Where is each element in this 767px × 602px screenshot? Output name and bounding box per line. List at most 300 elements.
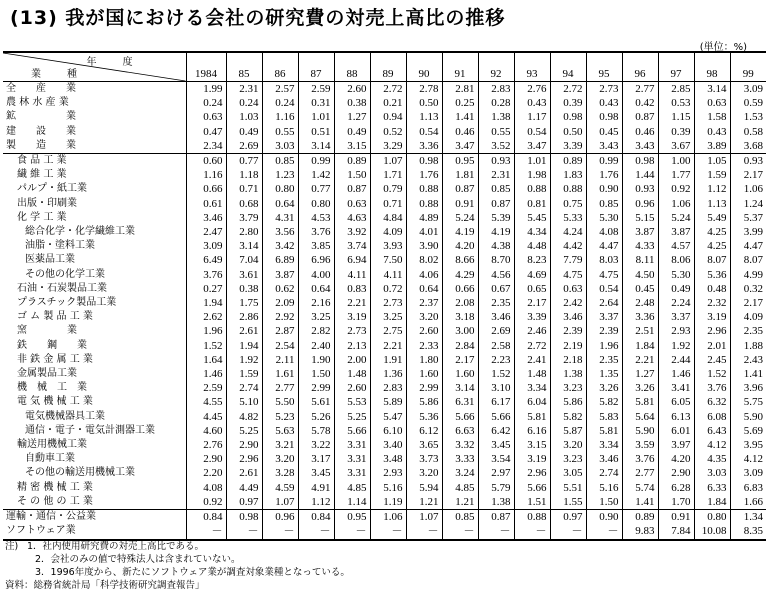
row-label: ソフトウェア業 (3, 524, 186, 539)
value-cell: 1.55 (550, 495, 586, 510)
value-cell: 3.23 (550, 452, 586, 466)
row-label: 鉱 業 (3, 110, 186, 124)
value-cell: 1.01 (514, 154, 550, 169)
table-row (3, 324, 766, 338)
value-cell: 1.03 (226, 110, 262, 124)
category-axis-label: 業 種 (31, 69, 85, 80)
value-cell: 5.33 (550, 211, 586, 225)
value-cell: 0.72 (370, 282, 406, 296)
value-cell: 1.12 (694, 182, 730, 196)
value-cell: 0.52 (370, 125, 406, 139)
table-body (3, 82, 766, 540)
value-cell: 6.89 (262, 253, 298, 267)
value-cell: 1.60 (406, 367, 442, 381)
value-cell: 0.80 (298, 197, 334, 211)
value-cell: 2.99 (406, 381, 442, 395)
value-cell: 0.55 (262, 125, 298, 139)
value-cell: 0.89 (622, 510, 658, 525)
value-cell: 0.85 (442, 510, 478, 525)
table-row (3, 239, 766, 253)
value-cell: 2.61 (226, 466, 262, 480)
value-cell: 3.39 (514, 310, 550, 324)
value-cell: 0.80 (262, 182, 298, 196)
value-cell: 4.91 (298, 481, 334, 495)
value-cell: 2.96 (694, 324, 730, 338)
value-cell: 1.84 (622, 339, 658, 353)
footnote-text: 3．1996年度から、新たにソフトウェア業が調査対象業種となっている。 (35, 567, 350, 578)
footnote-head: 注) (5, 541, 19, 552)
value-cell: 6.94 (334, 253, 370, 267)
value-cell: 0.59 (743, 97, 763, 110)
value-cell: 3.43 (586, 139, 622, 154)
value-cell: 2.73 (370, 296, 406, 310)
value-cell: 1.46 (658, 367, 694, 381)
row-label: 出版・印刷業 (3, 197, 186, 211)
year-axis-label: 年 度 (86, 57, 141, 68)
value-cell: 4.50 (622, 268, 658, 282)
value-cell: 0.92 (658, 182, 694, 196)
value-cell: 4.75 (586, 268, 622, 282)
table-row (3, 481, 766, 495)
value-cell: 6.10 (370, 424, 406, 438)
value-cell: 4.34 (514, 225, 550, 239)
value-cell: 2.59 (298, 82, 334, 97)
value-cell: 1.15 (658, 110, 694, 124)
value-cell: 1.52 (694, 367, 730, 381)
value-cell: 3.65 (406, 438, 442, 452)
table-row (3, 168, 766, 182)
value-cell: 2.77 (622, 466, 658, 480)
value-cell: 4.82 (226, 410, 262, 424)
value-cell: 0.90 (586, 182, 622, 196)
year-header-cell: 93 (514, 52, 550, 82)
value-cell: 3.76 (186, 268, 226, 282)
value-cell: 3.09 (743, 83, 763, 95)
value-cell: 1.64 (186, 353, 226, 367)
value-cell: 1.16 (262, 110, 298, 124)
row-label: 油脂・塗料工業 (3, 239, 186, 253)
value-cell: 4.09 (370, 225, 406, 239)
value-cell: 5.51 (550, 481, 586, 495)
value-cell: 1.71 (370, 168, 406, 182)
value-cell: 4.01 (406, 225, 442, 239)
value-cell: 5.26 (298, 410, 334, 424)
value-cell: 5.94 (406, 481, 442, 495)
value-cell: 6.17 (478, 395, 514, 409)
value-cell: 0.31 (298, 96, 334, 110)
value-cell: 5.66 (514, 481, 550, 495)
row-label: 機 械 工 業 (3, 381, 186, 395)
value-cell: － (298, 524, 334, 539)
value-cell: 4.60 (186, 424, 226, 438)
value-cell: 5.79 (478, 481, 514, 495)
table-row (3, 82, 766, 97)
value-cell: 4.08 (586, 225, 622, 239)
value-cell: 0.39 (658, 125, 694, 139)
value-cell: 2.90 (186, 452, 226, 466)
value-cell: 3.45 (478, 438, 514, 452)
value-cell: 4.99 (743, 268, 763, 281)
value-cell: 4.57 (658, 239, 694, 253)
value-cell: 2.90 (658, 466, 694, 480)
value-cell: 4.11 (334, 268, 370, 282)
value-cell: 3.36 (622, 310, 658, 324)
value-cell: 0.84 (186, 510, 226, 525)
value-cell: 7.84 (658, 524, 694, 539)
value-cell: 2.83 (478, 82, 514, 97)
row-label: 自動車工業 (3, 452, 186, 466)
table-row (3, 182, 766, 196)
value-cell: 7.04 (226, 253, 262, 267)
value-cell: 2.78 (406, 82, 442, 97)
value-cell: 3.92 (334, 225, 370, 239)
value-cell: 6.43 (694, 424, 730, 438)
value-cell: 2.43 (743, 353, 763, 366)
value-cell: 4.12 (694, 438, 730, 452)
row-label: 電気機械器具工業 (3, 410, 186, 424)
value-cell: 2.45 (694, 353, 730, 367)
value-cell: － (514, 524, 550, 539)
value-cell: 0.48 (694, 282, 730, 296)
value-cell: 5.49 (694, 211, 730, 225)
value-cell: 2.64 (586, 296, 622, 310)
value-cell: 2.35 (743, 325, 763, 338)
table-row (3, 424, 766, 438)
year-header-cell: 85 (226, 52, 262, 82)
value-cell: 1.59 (226, 367, 262, 381)
row-label: 全 産 業 (3, 82, 186, 97)
value-cell: 2.21 (622, 353, 658, 367)
value-cell: 1.35 (586, 367, 622, 381)
value-cell: 3.89 (694, 139, 730, 154)
table-row (3, 466, 766, 480)
value-cell: 8.35 (743, 525, 763, 538)
value-cell: 0.63 (550, 282, 586, 296)
table-row (3, 268, 766, 282)
header-row (3, 52, 766, 82)
table-row (3, 296, 766, 310)
value-cell: 3.90 (406, 239, 442, 253)
value-cell: 5.23 (262, 410, 298, 424)
value-cell: 3.41 (658, 381, 694, 395)
value-cell: 2.60 (406, 324, 442, 338)
year-header-cell: 95 (586, 52, 622, 82)
value-cell: 0.95 (334, 510, 370, 525)
table-row (3, 510, 766, 525)
value-cell: 5.69 (743, 424, 763, 437)
value-cell: 2.39 (550, 324, 586, 338)
value-cell: 0.49 (226, 125, 262, 139)
value-cell: － (226, 524, 262, 539)
value-cell: 0.85 (586, 197, 622, 211)
value-cell: 0.25 (442, 96, 478, 110)
value-cell: 3.74 (334, 239, 370, 253)
value-cell: 2.93 (658, 324, 694, 338)
value-cell: 3.61 (226, 268, 262, 282)
table-row (3, 96, 766, 110)
value-cell: 3.76 (298, 225, 334, 239)
value-cell: 1.06 (370, 510, 406, 525)
value-cell: 3.10 (478, 381, 514, 395)
value-cell: 4.00 (298, 268, 334, 282)
value-cell: 0.54 (514, 125, 550, 139)
value-cell: 2.77 (622, 82, 658, 97)
value-cell: 1.52 (478, 367, 514, 381)
value-cell: 0.93 (478, 154, 514, 169)
value-cell: 3.52 (478, 139, 514, 154)
value-cell: 1.18 (226, 168, 262, 182)
value-cell: 0.91 (658, 510, 694, 525)
value-cell: 3.09 (186, 239, 226, 253)
row-label: 繊 維 工 業 (3, 168, 186, 182)
footnote-text: 総務省統計局「科学技術研究調査報告」 (33, 580, 205, 591)
value-cell: 5.16 (586, 481, 622, 495)
table-row (3, 225, 766, 239)
value-cell: 8.23 (514, 253, 550, 267)
value-cell: 1.12 (298, 495, 334, 510)
value-cell: 4.19 (442, 225, 478, 239)
value-cell: 8.11 (622, 253, 658, 267)
value-cell: 6.42 (478, 424, 514, 438)
value-cell: 1.70 (658, 495, 694, 510)
value-cell: 3.14 (694, 82, 730, 97)
value-cell: 2.35 (478, 296, 514, 310)
value-cell: 0.63 (186, 110, 226, 124)
value-cell: 0.98 (622, 154, 658, 169)
value-cell: 4.85 (442, 481, 478, 495)
value-cell: 1.75 (226, 296, 262, 310)
value-cell: 2.00 (334, 353, 370, 367)
value-cell: 3.26 (622, 381, 658, 395)
value-cell: 4.53 (298, 211, 334, 225)
page-title: (13) 我が国における会社の研究費の対売上高比の推移 (10, 7, 506, 29)
value-cell: 0.87 (334, 182, 370, 196)
value-cell: 1.41 (622, 495, 658, 510)
value-cell: 1.96 (586, 339, 622, 353)
value-cell: 1.44 (622, 168, 658, 182)
value-cell: 4.75 (550, 268, 586, 282)
value-cell: － (406, 524, 442, 539)
value-cell: 1.42 (298, 168, 334, 182)
value-cell: 4.06 (406, 268, 442, 282)
value-cell: 5.66 (334, 424, 370, 438)
value-cell: 3.03 (694, 466, 730, 480)
row-label: 金属製品工業 (3, 367, 186, 381)
value-cell: 6.49 (186, 253, 226, 267)
value-cell: 2.74 (226, 381, 262, 395)
value-cell: 5.81 (586, 424, 622, 438)
value-cell: 1.88 (743, 339, 763, 352)
value-cell: 3.25 (298, 310, 334, 324)
value-cell: 2.87 (262, 324, 298, 338)
value-cell: 5.87 (550, 424, 586, 438)
value-cell: 3.37 (586, 310, 622, 324)
value-cell: 0.99 (298, 154, 334, 169)
row-label: そ の 他 の 工 業 (3, 495, 186, 510)
value-cell: 0.49 (658, 282, 694, 296)
value-cell: 4.48 (514, 239, 550, 253)
value-cell: 3.19 (694, 310, 730, 324)
value-cell: 0.46 (442, 125, 478, 139)
value-cell: 3.96 (743, 382, 763, 395)
value-cell: 2.44 (658, 353, 694, 367)
value-cell: 2.47 (186, 225, 226, 239)
value-cell: 4.59 (262, 481, 298, 495)
value-cell: 2.77 (262, 381, 298, 395)
data-table-container (3, 51, 762, 541)
value-cell: 2.85 (658, 82, 694, 97)
value-cell: 3.73 (406, 452, 442, 466)
row-label: 通信・電子・電気計測器工業 (3, 424, 186, 438)
value-cell: 0.98 (226, 510, 262, 525)
value-cell: 0.99 (586, 154, 622, 169)
value-cell: 0.79 (370, 182, 406, 196)
value-cell: 0.97 (226, 495, 262, 510)
value-cell: 5.30 (586, 211, 622, 225)
value-cell: 1.27 (334, 110, 370, 124)
value-cell: 0.42 (622, 96, 658, 110)
value-cell: 6.32 (694, 395, 730, 409)
value-cell: 1.36 (370, 367, 406, 381)
value-cell: 3.87 (658, 225, 694, 239)
value-cell: 5.24 (442, 211, 478, 225)
table-row (3, 452, 766, 466)
value-cell: 2.76 (514, 82, 550, 97)
value-cell: 3.20 (550, 438, 586, 452)
table-row (3, 253, 766, 267)
value-cell: 3.00 (442, 324, 478, 338)
value-cell: 1.84 (694, 495, 730, 510)
value-cell: 5.86 (550, 395, 586, 409)
value-cell: 3.59 (622, 438, 658, 452)
value-cell: 1.21 (406, 495, 442, 510)
header-corner-cell (3, 52, 186, 82)
value-cell: 1.27 (622, 367, 658, 381)
value-cell: 2.81 (442, 82, 478, 97)
value-cell: 2.41 (514, 353, 550, 367)
value-cell: 1.07 (406, 510, 442, 525)
value-cell: 2.11 (262, 353, 298, 367)
value-cell: 2.90 (226, 438, 262, 452)
value-cell: 6.63 (442, 424, 478, 438)
value-cell: 0.63 (694, 96, 730, 110)
value-cell: 2.13 (334, 339, 370, 353)
value-cell: 0.84 (298, 510, 334, 525)
value-cell: 5.37 (743, 211, 763, 224)
value-cell: 9.83 (622, 524, 658, 539)
value-cell: 7.50 (370, 253, 406, 267)
value-cell: 0.68 (226, 197, 262, 211)
value-cell: 1.81 (442, 168, 478, 182)
value-cell: 5.24 (658, 211, 694, 225)
value-cell: 3.28 (262, 466, 298, 480)
value-cell: 2.20 (186, 466, 226, 480)
value-cell: － (586, 524, 622, 539)
value-cell: 4.85 (334, 481, 370, 495)
value-cell: 2.96 (226, 452, 262, 466)
value-cell: 6.04 (514, 395, 550, 409)
value-cell: 1.38 (478, 110, 514, 124)
row-label: 製 造 業 (3, 139, 186, 154)
value-cell: 5.25 (226, 424, 262, 438)
value-cell: 2.01 (694, 339, 730, 353)
value-cell: 0.71 (226, 182, 262, 196)
value-cell: 0.96 (622, 197, 658, 211)
table-row (3, 353, 766, 367)
value-cell: 1.80 (406, 353, 442, 367)
value-cell: 0.88 (406, 197, 442, 211)
value-cell: 2.48 (622, 296, 658, 310)
value-cell: 4.31 (262, 211, 298, 225)
value-cell: 1.41 (743, 368, 763, 381)
value-cell: 0.93 (730, 154, 766, 169)
year-header-cell: 96 (622, 52, 658, 82)
value-cell: 3.76 (622, 452, 658, 466)
value-cell: 0.24 (186, 96, 226, 110)
value-cell: 1.06 (658, 197, 694, 211)
table-row (3, 310, 766, 324)
value-cell: 0.97 (550, 510, 586, 525)
value-cell: 8.02 (406, 253, 442, 267)
value-cell: 0.64 (406, 282, 442, 296)
footnote-text: 2．会社のみの値で特殊法人は含まれていない。 (35, 554, 241, 565)
value-cell: 2.17 (743, 169, 763, 182)
value-cell: 2.73 (586, 82, 622, 97)
value-cell: 2.34 (186, 139, 226, 154)
value-cell: 0.87 (478, 197, 514, 211)
footnote-head: 資料： (5, 580, 34, 591)
value-cell: 0.66 (186, 182, 226, 196)
value-cell: 0.90 (586, 510, 622, 525)
table-row (3, 367, 766, 381)
value-cell: 2.82 (298, 324, 334, 338)
value-cell: 1.60 (442, 367, 478, 381)
value-cell: 2.74 (586, 466, 622, 480)
value-cell: 3.17 (298, 452, 334, 466)
footnote-line (5, 540, 350, 553)
row-label: 化 学 工 業 (3, 211, 186, 225)
value-cell: 5.90 (743, 410, 763, 423)
value-cell: 5.90 (622, 424, 658, 438)
value-cell: 0.32 (743, 282, 763, 295)
value-cell: 0.54 (586, 282, 622, 296)
value-cell: 1.50 (298, 367, 334, 381)
value-cell: 3.56 (262, 225, 298, 239)
value-cell: 1.59 (694, 168, 730, 182)
value-cell: 5.81 (622, 395, 658, 409)
value-cell: 3.87 (622, 225, 658, 239)
table-row (3, 282, 766, 296)
value-cell: 0.77 (298, 182, 334, 196)
value-cell: 4.56 (478, 268, 514, 282)
value-cell: 4.42 (550, 239, 586, 253)
table-row (3, 395, 766, 409)
value-cell: 2.73 (334, 324, 370, 338)
value-cell: 4.47 (743, 240, 763, 253)
value-cell: 1.92 (226, 353, 262, 367)
value-cell: 0.75 (550, 197, 586, 211)
value-cell: 0.64 (262, 197, 298, 211)
value-cell: 1.17 (514, 110, 550, 124)
value-cell: 4.89 (406, 211, 442, 225)
value-cell: 2.51 (622, 324, 658, 338)
table-row (3, 139, 766, 154)
value-cell: 1.46 (186, 367, 226, 381)
value-cell: 3.85 (298, 239, 334, 253)
row-label: その他の輸送用機械工業 (3, 466, 186, 480)
value-cell: 1.13 (406, 110, 442, 124)
table-row (3, 110, 766, 124)
